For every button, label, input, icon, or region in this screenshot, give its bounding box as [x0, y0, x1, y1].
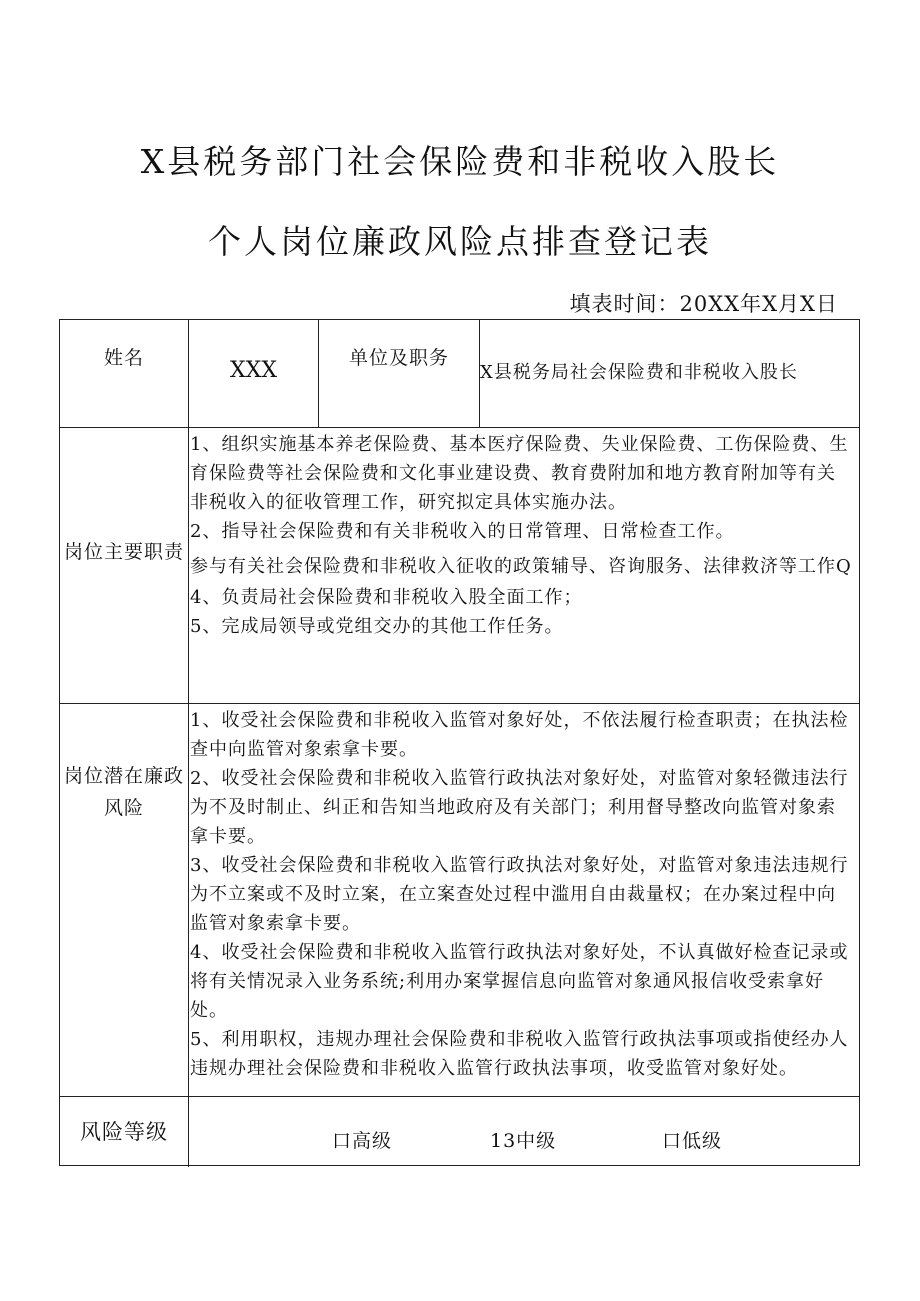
duties-content	[190, 430, 854, 641]
risk-content	[190, 706, 854, 1083]
registration-table	[59, 319, 860, 1166]
duties-label: 岗位主要职责	[64, 541, 185, 563]
column-divider	[188, 320, 189, 1167]
unit-label: 单位及职务	[348, 347, 449, 369]
duty-item: 参与有关社会保险费和非税收入征收的政策辅导、咨询服务、法律救济等工作Q	[190, 556, 852, 577]
row-divider	[60, 1096, 859, 1097]
level-label: 风险等级	[80, 1120, 168, 1144]
name-value: XXX	[230, 358, 277, 383]
risk-item: 3、收受社会保险费和非税收入监管行政执法对象好处，对监管对象违法违规行为不立案或不及时立案，在立案查处过程中滥用自由裁量权；在办案过程中向监管对象索拿卡要。	[190, 855, 849, 934]
level-low-checkbox[interactable]: 口低级	[662, 1130, 723, 1152]
risk-item: 1、收受社会保险费和非税收入监管对象好处，不依法履行检查职责；在执法检查中向监管对象索拿卡要。	[190, 710, 849, 760]
document-title-line1: X县税务部门社会保险费和非税收入股长	[140, 142, 780, 181]
row-divider	[60, 427, 859, 428]
risk-item: 4、收受社会保险费和非税收入监管行政执法对象好处，不认真做好检查记录或将有关情况录入业务系统;利用办案掌握信息向监管对象通风报信收受索拿好处。	[190, 942, 849, 1021]
level-mid-checkbox[interactable]: 13中级	[490, 1130, 557, 1152]
duty-item: 4、负责局社会保险费和非税收入股全面工作；	[190, 587, 583, 608]
fill-date: 填表时间：20XX年X月X日	[569, 292, 838, 316]
unit-value: X县税务局社会保险费和非税收入股长	[480, 362, 798, 383]
risk-item: 2、收受社会保险费和非税收入监管行政执法对象好处，对监管对象轻微违法行为不及时制止、纠正和告知当地政府及有关部门；利用督导整改向监管对象索拿卡要。	[190, 768, 849, 847]
duty-item: 2、指导社会保险费和有关非税收入的日常管理、日常检查工作。	[190, 521, 735, 542]
duty-item: 5、完成局领导或党组交办的其他工作任务。	[190, 616, 564, 637]
document-title-line2: 个人岗位廉政风险点排查登记表	[208, 222, 712, 261]
level-high-checkbox[interactable]: 口高级	[332, 1130, 393, 1152]
risk-label: 岗位潜在廉政风险	[64, 765, 185, 819]
name-label: 姓名	[103, 347, 144, 369]
duty-item: 1、组织实施基本养老保险费、基本医疗保险费、失业保险费、工伤保险费、生育保险费等社会保险费和文化事业建设费、教育费附加和地方教育附加等有关非税收入的征收管理工作，研究拟定具体实施办法。	[190, 434, 849, 513]
row-divider	[60, 703, 859, 704]
risk-item: 5、利用职权，违规办理社会保险费和非税收入监管行政执法事项或指使经办人违规办理社会保险费和非税收入监管行政执法事项，收受监管对象好处。	[190, 1029, 849, 1079]
